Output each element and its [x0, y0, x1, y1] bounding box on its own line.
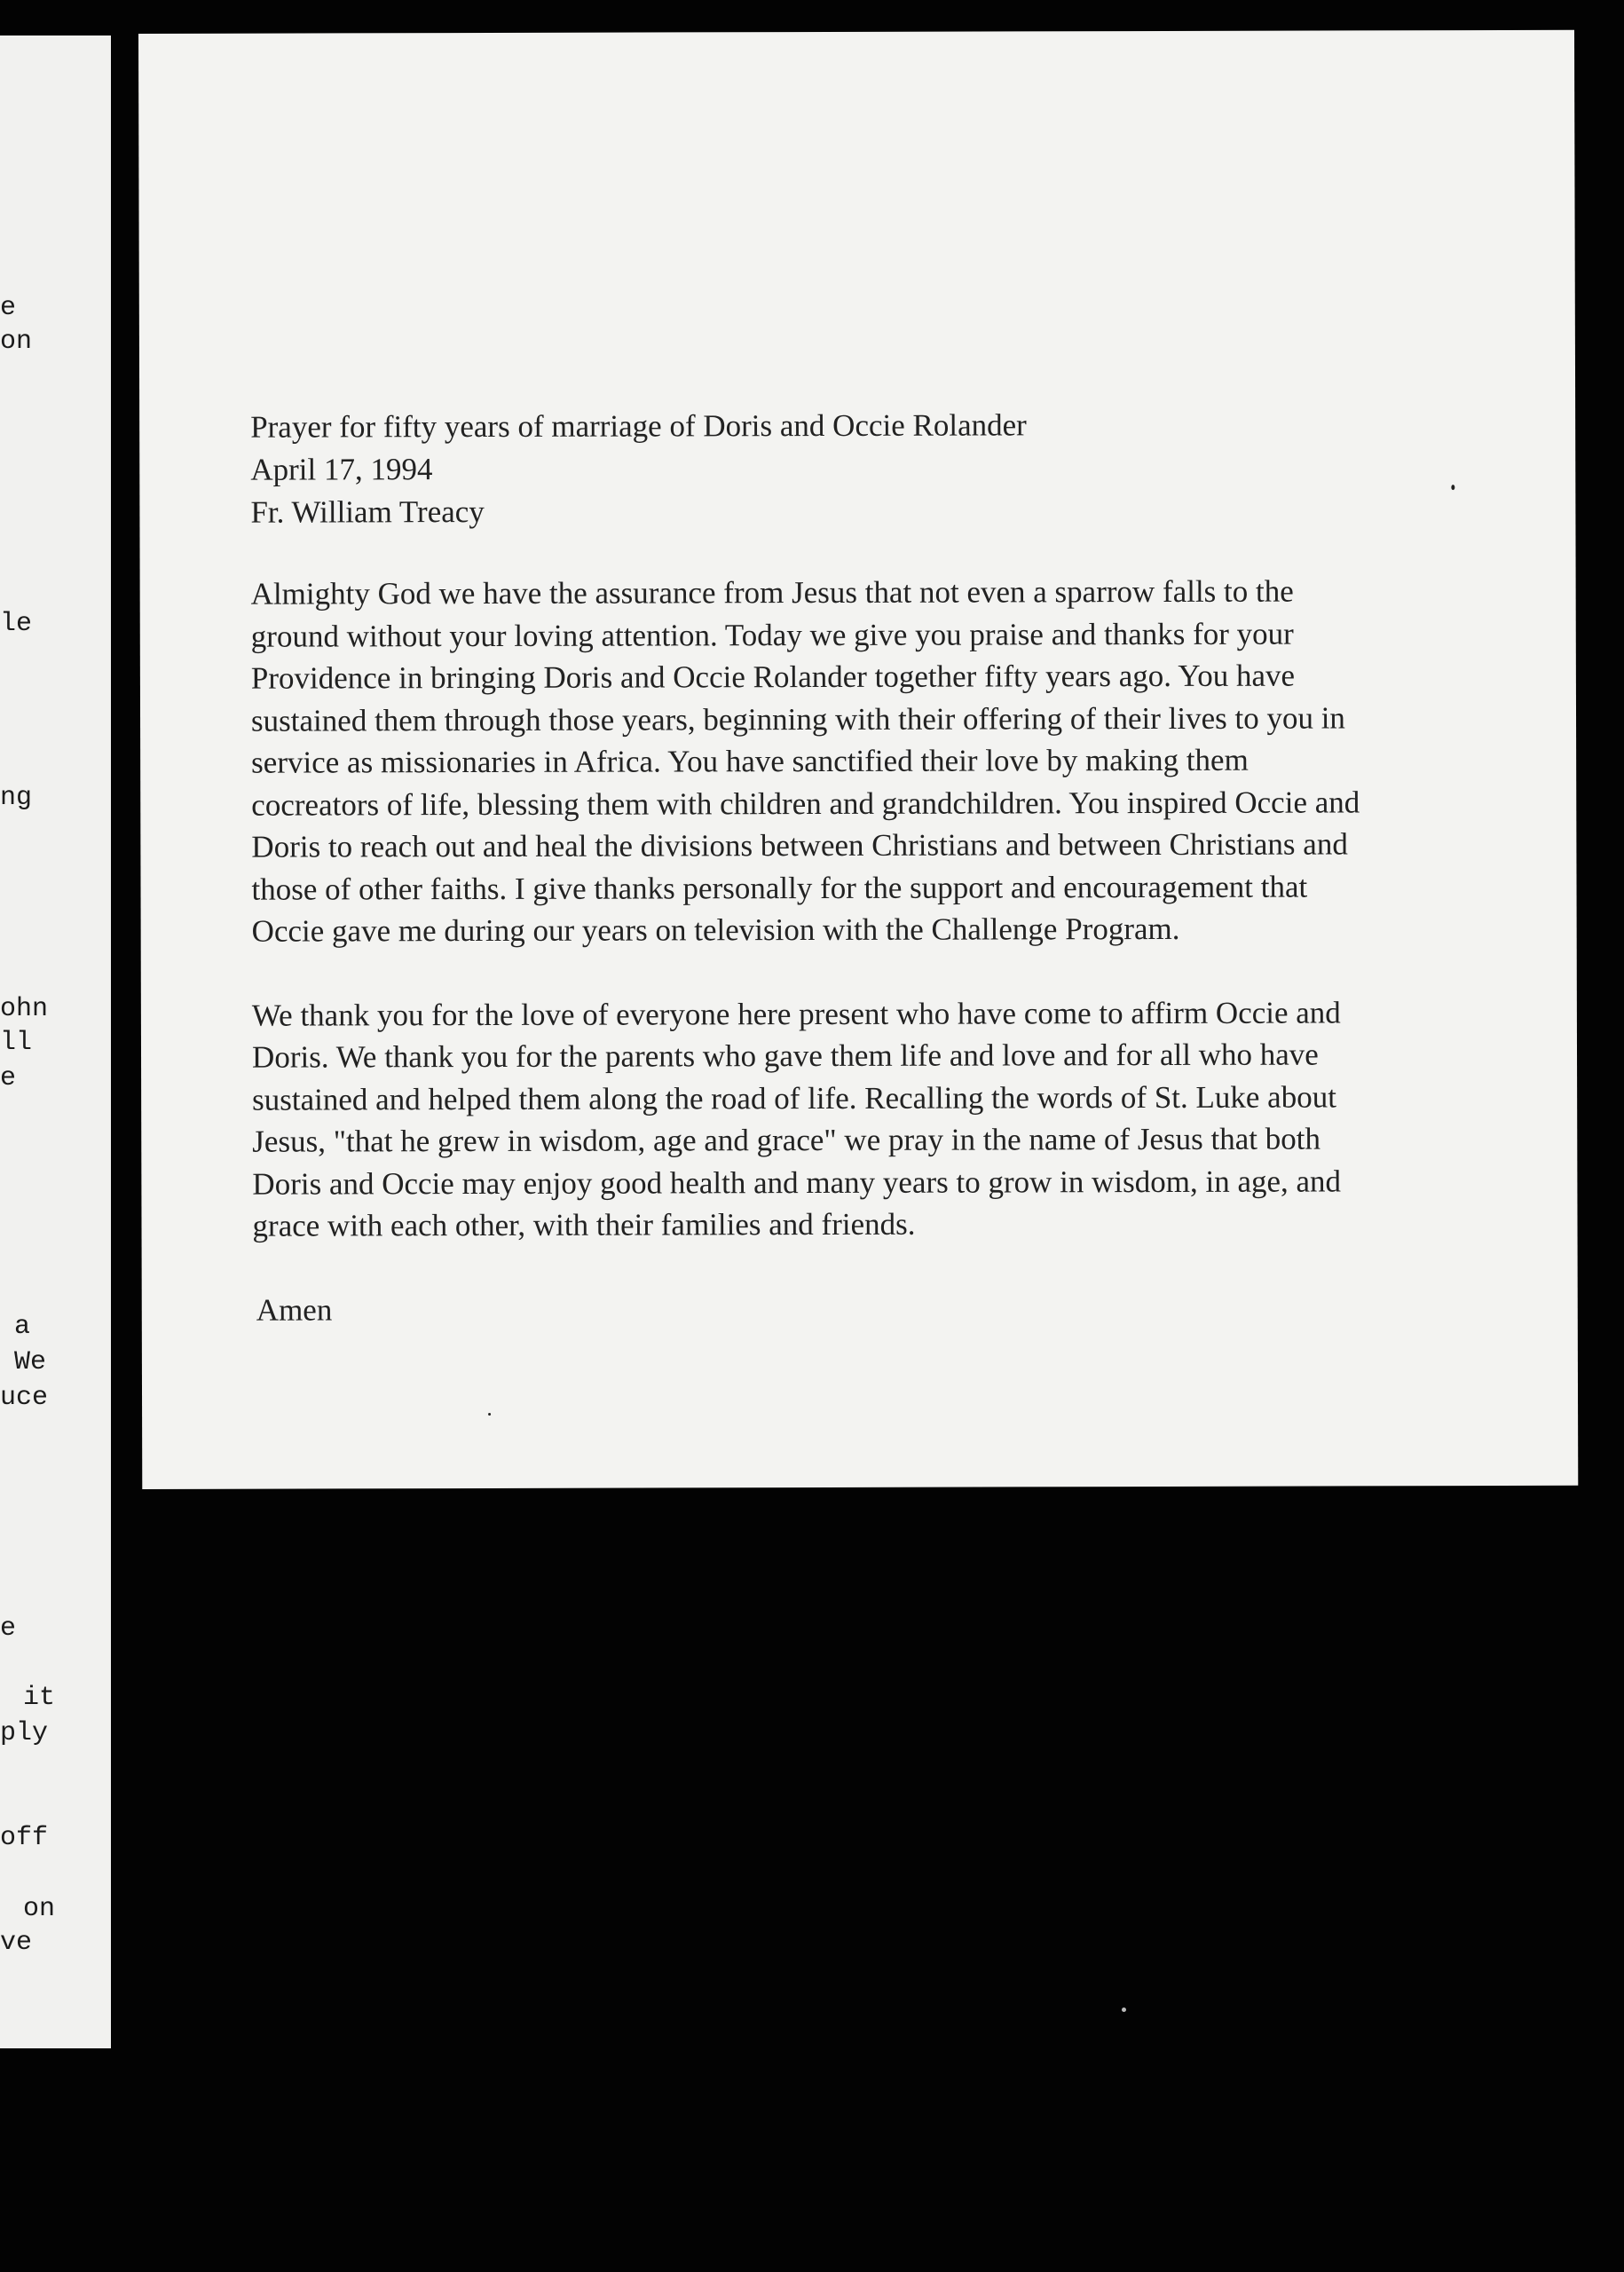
- fragment-text: a: [14, 1312, 31, 1342]
- fragment-text: le: [0, 609, 33, 639]
- text-line: sustained them through those years, beginning with their offering of their lives to you in: [250, 699, 1345, 738]
- letter-author: Fr. William Treacy: [250, 493, 485, 530]
- fragment-text: it: [23, 1683, 56, 1713]
- text-line: Almighty God we have the assurance from Jesus that not even a sparrow falls to the: [250, 573, 1294, 611]
- text-line: We thank you for the love of everyone here present who have come to affirm Occie and: [251, 994, 1341, 1033]
- paragraph-2: [252, 990, 1531, 1247]
- letter-closing: Amen: [256, 1291, 333, 1328]
- fragment-text: ng: [0, 783, 33, 813]
- letter-title: Prayer for fifty years of marriage of Doris and Occie Rolander: [250, 407, 1027, 445]
- text-line: Jesus, "that he grew in wisdom, age and grace" we pray in the name of Jesus that both: [252, 1121, 1320, 1159]
- letter-page: [138, 30, 1578, 1489]
- text-line: sustained and helped them along the road of life. Recalling the words of St. Luke about: [252, 1078, 1336, 1117]
- fragment-text: ve: [0, 1928, 33, 1958]
- letter-header: [250, 403, 1528, 534]
- text-line: Occie gave me during our years on television with the Challenge Program.: [251, 911, 1180, 949]
- fragment-text: ply: [0, 1718, 49, 1748]
- text-line: Doris. We thank you for the parents who gave them life and love and for all who have: [251, 1037, 1319, 1075]
- letter-date: April 17, 1994: [250, 452, 433, 487]
- paper-speck: [488, 1413, 491, 1416]
- text-line: Doris to reach out and heal the divisions between Christians and between Christians and: [251, 826, 1348, 864]
- left-partial-page: [0, 36, 111, 2048]
- text-line: service as missionaries in Africa. You have sanctified their love by making them: [251, 742, 1249, 780]
- text-line: those of other faiths. I give thanks personally for the support and encouragement that: [251, 869, 1308, 907]
- fragment-text: off: [0, 1823, 49, 1853]
- fragment-text: ohn: [0, 994, 49, 1024]
- text-line: ground without your loving attention. Today we give you praise and thanks for your: [250, 616, 1294, 654]
- paper-speck: [1451, 485, 1455, 490]
- text-line: Doris and Occie may enjoy good health and many years to grow in wisdom, in age, and: [252, 1163, 1342, 1202]
- paragraph-1: [251, 570, 1530, 952]
- fragment-text: uce: [0, 1383, 49, 1413]
- fragment-text: e: [0, 293, 17, 323]
- fragment-text: e: [0, 1063, 17, 1093]
- fragment-text: e: [0, 1613, 17, 1644]
- fragment-text: on: [0, 327, 33, 357]
- text-line: Providence in bringing Doris and Occie Rolander together fifty years ago. You have: [250, 658, 1296, 696]
- fragment-text: on: [23, 1894, 56, 1924]
- text-line: grace with each other, with their families and friends.: [252, 1206, 916, 1243]
- letter-body: [251, 570, 1531, 1331]
- fragment-text: We: [14, 1347, 47, 1377]
- text-line: cocreators of life, blessing them with children and grandchildren. You inspired Occie and: [251, 784, 1360, 823]
- dust-speck: [1122, 2008, 1126, 2012]
- fragment-text: ll: [0, 1028, 33, 1058]
